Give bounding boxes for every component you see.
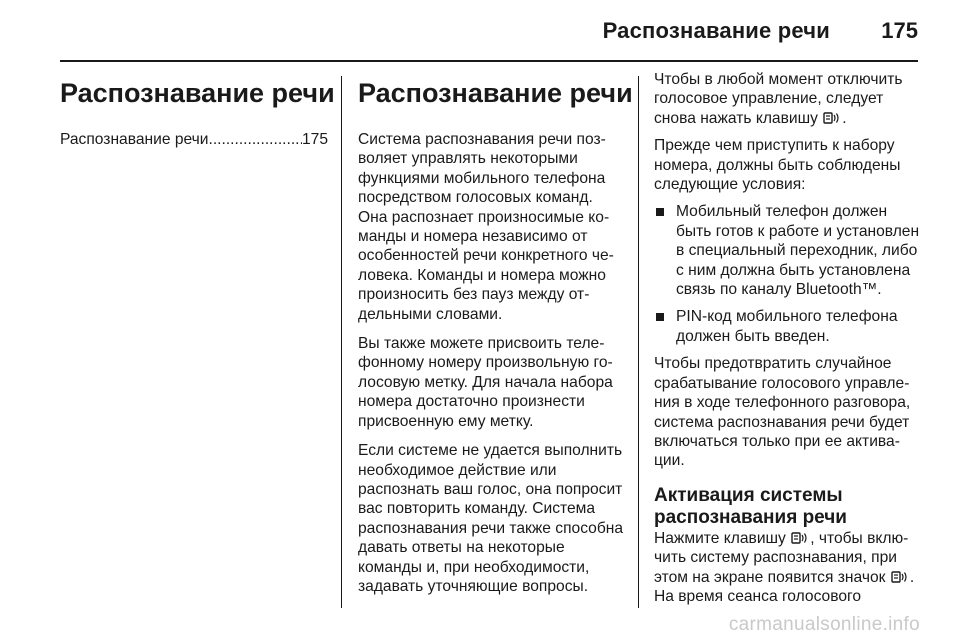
- paragraph: [654, 70, 920, 128]
- text-span: .: [842, 109, 847, 127]
- bullet-square-icon: [656, 208, 664, 216]
- voice-command-icon: [891, 570, 909, 584]
- paragraph: [654, 529, 920, 607]
- list-item: [654, 307, 920, 346]
- page-number: 175: [881, 18, 918, 43]
- text-span: Чтобы в любой момент отключить голосовое управление, следует снова нажать клавишу: [654, 71, 903, 127]
- toc-entry[interactable]: [60, 130, 328, 149]
- column-divider-1: [341, 76, 342, 608]
- main-column: [358, 70, 633, 606]
- list-item-text: Мобильный телефон должен быть готов к работе и установлен в специальный переходник, либо с ним должна быть установлена связь по каналу Bluetooth™.: [676, 203, 920, 299]
- toc-entry-page: 175: [301, 131, 328, 148]
- running-header-title: Распознавание речи: [602, 18, 830, 43]
- list-item: [654, 202, 920, 299]
- paragraph: Вы также можете присвоить телефонному номеру произвольную голосовую метку. Для начала набора номера достаточно произнести присвоенную ему метку.: [358, 335, 613, 430]
- toc-entry-label: Распознавание речи: [60, 131, 209, 148]
- toc-leader-dots: [209, 130, 302, 149]
- watermark: carmanualsonline.info: [728, 614, 920, 635]
- list-item-text: PIN-код мобильного телефона должен быть введен.: [676, 308, 898, 345]
- column-divider-2: [638, 76, 639, 608]
- text-span: . На время сеанса голосового: [654, 568, 915, 605]
- header-rule: [60, 60, 918, 62]
- toc-column: [60, 70, 335, 149]
- paragraph: Если системе не удается выполнить необходимое действие или распознать ваш голос, она попросит вас повторить команду. Система распознавания речи также способна давать ответы на некоторые команды и, при необходимости, задавать уточняющие вопросы.: [358, 442, 624, 595]
- toc-heading: Распознавание речи: [60, 78, 335, 108]
- section-heading: Распознавание речи: [358, 78, 633, 108]
- voice-command-icon: [823, 111, 841, 125]
- right-column: [654, 70, 920, 614]
- paragraph: Прежде чем приступить к набору номера, должны быть соблюдены следующие условия:: [654, 137, 901, 194]
- paragraph: Система распознавания речи позволяет управлять некоторыми функциями мобильного телефона посредством голосовых команд. Она распознает произносимые команды и номера независимо от особенностей речи конкретного человека. Команды и номера можно произносить без пауз между отдельными словами.: [358, 131, 614, 323]
- text-span: Нажмите клавишу: [654, 529, 786, 547]
- bullet-square-icon: [656, 313, 664, 321]
- paragraph: Чтобы предотвратить случайное срабатывание голосового управления в ходе телефонного разговора, система распознавания речи будет включаться только при ее активации.: [654, 355, 911, 470]
- voice-command-icon: [791, 531, 809, 545]
- text-span: , чтобы включить систему распознавания, при этом на экране появится значок: [654, 529, 909, 586]
- subsection-heading: Активация системы распознавания речи: [654, 484, 847, 528]
- conditions-list: [654, 202, 920, 346]
